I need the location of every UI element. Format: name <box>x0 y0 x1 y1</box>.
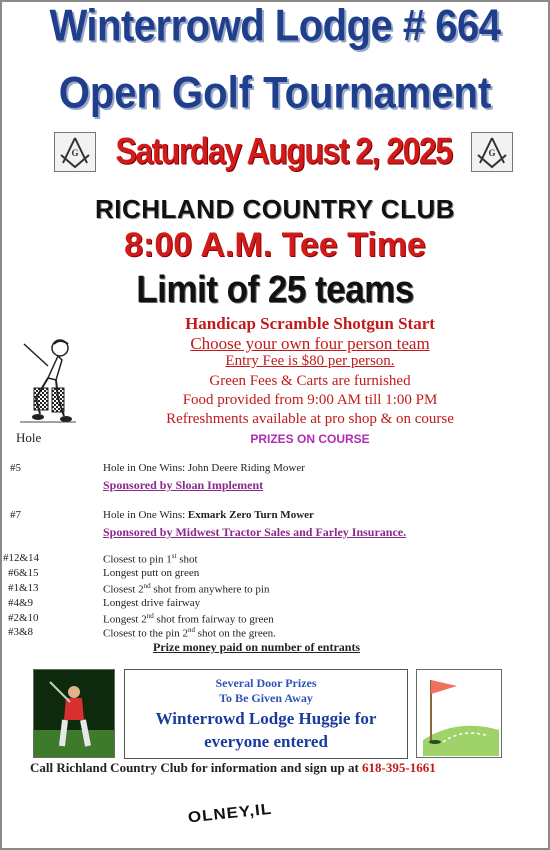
location-text: OLNEY,IL <box>187 800 273 827</box>
contest-hole: #6&15 <box>8 567 39 579</box>
contact-line <box>30 760 436 776</box>
tee-time: 8:00 A.M. Tee Time <box>124 226 426 264</box>
format-line: Handicap Scramble Shotgun Start <box>185 314 435 333</box>
contact-text: Call Richland Country Club for information and sign up at <box>30 760 363 775</box>
contest-hole: #12&14 <box>3 552 40 564</box>
contest-desc: Longest putt on green <box>103 567 200 579</box>
hole-number: #7 <box>10 509 21 521</box>
refreshments-line: Refreshments available at pro shop & on course <box>166 411 454 427</box>
hole-in-one-prize <box>103 509 314 521</box>
door-prizes-line1: Several Door Prizes <box>215 676 317 690</box>
event-date: Saturday August 2, 2025 <box>115 130 452 172</box>
contact-phone: 618-395-1661 <box>362 760 436 775</box>
team-limit: Limit of 25 teams <box>136 268 414 311</box>
hole-in-one-prize: Hole in One Wins: John Deere Riding Mower <box>103 462 305 474</box>
svg-text:G: G <box>488 148 496 158</box>
team-line: Choose your own four person team <box>190 334 430 353</box>
contest-hole: #2&10 <box>8 612 39 624</box>
tournament-title: Open Golf Tournament <box>58 68 492 118</box>
contest-hole: #4&9 <box>8 597 34 609</box>
door-prizes-line2: To Be Given Away <box>219 691 313 705</box>
contest-hole: #3&8 <box>8 626 34 638</box>
prize-name: Exmark Zero Turn Mower <box>187 509 314 521</box>
contest-desc: Closest to pin 1st shot <box>103 552 198 566</box>
golfer-cartoon-icon <box>18 336 80 428</box>
contest-desc: Closest to the pin 2nd shot on the green. <box>103 626 276 640</box>
contest-desc: Longest drive fairway <box>103 597 201 609</box>
prizes-heading: PRIZES ON COURSE <box>250 432 370 446</box>
hole-number: #5 <box>10 462 21 474</box>
masonic-emblem-icon <box>54 132 96 172</box>
golf-flag-icon <box>416 669 502 758</box>
contest-desc: Longest 2nd shot from fairway to green <box>103 612 274 626</box>
club-name: RICHLAND COUNTRY CLUB <box>94 194 456 224</box>
prize-prefix: Hole in One Wins: <box>103 509 188 521</box>
door-prizes-box <box>124 669 408 759</box>
hole-column-label: Hole <box>16 430 42 445</box>
prize-money-note: Prize money paid on number of entrants <box>153 640 361 654</box>
svg-text:G: G <box>71 148 79 158</box>
contest-desc: Closest 2nd shot from anywhere to pin <box>103 582 270 596</box>
lodge-title: Winterrowd Lodge # 664 <box>49 1 501 51</box>
entry-fee: Entry Fee is $80 per person. <box>225 353 395 369</box>
contest-hole: #1&13 <box>8 582 39 594</box>
huggie-line2: everyone entered <box>204 732 328 751</box>
masonic-emblem-icon <box>471 132 513 172</box>
sponsor-line: Sponsored by Sloan Implement <box>103 478 264 492</box>
golfer-photo-icon <box>33 669 115 758</box>
sponsor-line: Sponsored by Midwest Tractor Sales and Farley Insurance. <box>103 525 407 539</box>
green-fees-line: Green Fees & Carts are furnished <box>209 373 411 389</box>
huggie-line1: Winterrowd Lodge Huggie for <box>155 709 377 728</box>
food-line: Food provided from 9:00 AM till 1:00 PM <box>182 392 438 408</box>
